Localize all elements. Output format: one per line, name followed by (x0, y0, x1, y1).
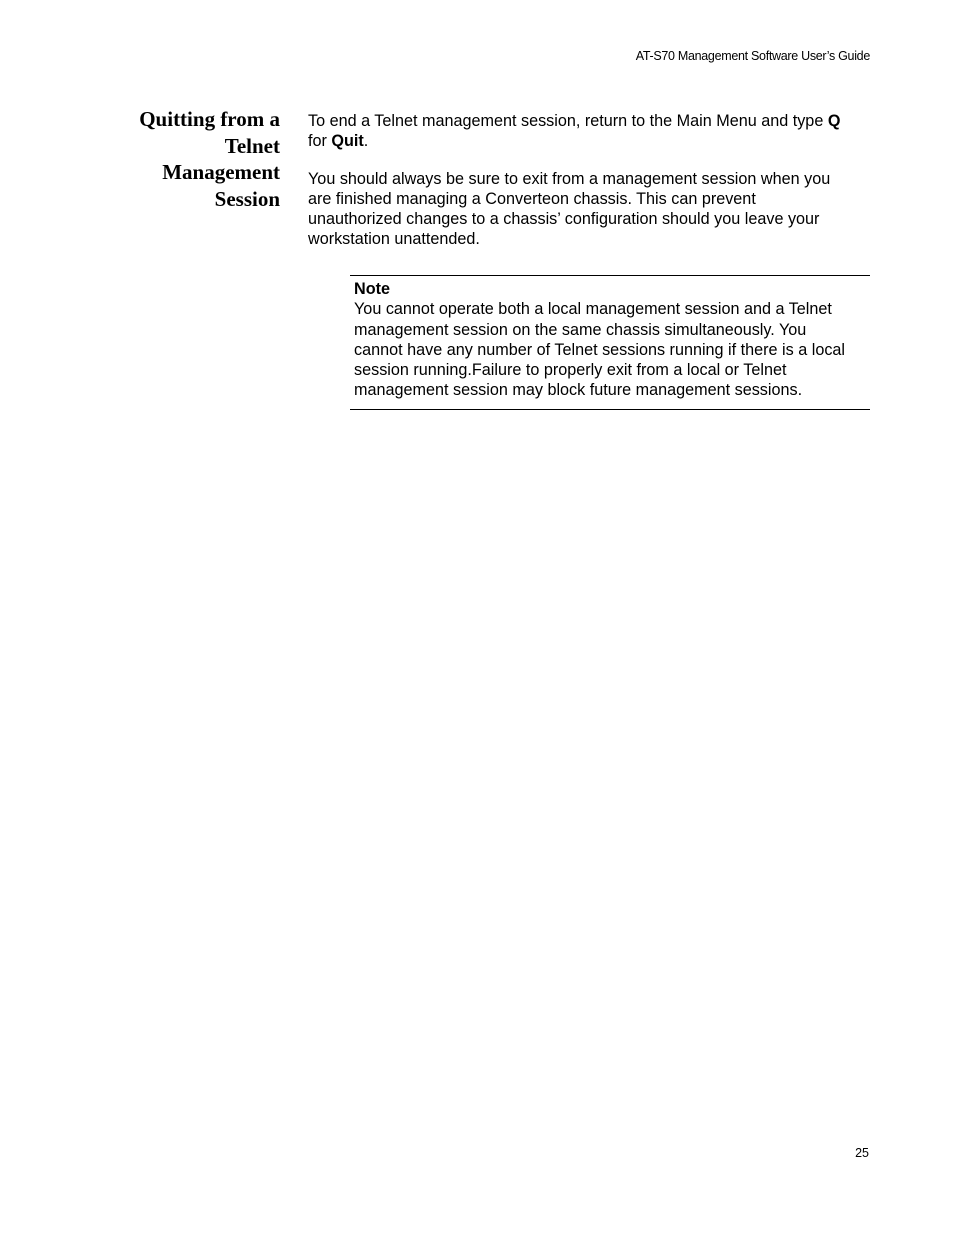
section-heading-line: Session (214, 186, 280, 211)
paragraph-exit-advice (308, 169, 873, 250)
paragraph-line: workstation unattended. (308, 230, 480, 249)
key-q: Q (827, 112, 841, 130)
body-text (308, 111, 873, 250)
paragraph-line: To end a Telnet management session, return to the Main Menu and type Q (308, 112, 841, 130)
note-line: management session may block future management sessions. (354, 381, 803, 400)
section-heading-line: Telnet (224, 133, 280, 158)
paragraph-line: unauthorized changes to a chassis’ configuration should you leave your (308, 210, 820, 229)
section-heading-line: Quitting from a (139, 107, 280, 131)
note-line: session running.Failure to properly exit from a local or Telnet (354, 361, 787, 380)
paragraph-line: are finished managing a Converteon chassis. This can prevent (308, 189, 756, 208)
note-line: You cannot operate both a local management session and a Telnet (354, 300, 832, 319)
running-header: AT-S70 Management Software User’s Guide (635, 49, 870, 63)
paragraph-line: You should always be sure to exit from a management session when you (308, 169, 831, 188)
paragraph-quit-instructions (308, 111, 873, 152)
note-line: cannot have any number of Telnet sessions running if there is a local (354, 340, 846, 359)
section-heading (110, 106, 280, 212)
note-box (350, 275, 870, 410)
paragraph-line: for Quit. (308, 132, 369, 151)
page-number: 25 (855, 1146, 869, 1160)
note-line: management session on the same chassis simultaneously. You (354, 320, 807, 339)
section-heading-line: Management (162, 160, 280, 184)
note-title: Note (354, 280, 390, 298)
command-quit: Quit (331, 132, 364, 151)
